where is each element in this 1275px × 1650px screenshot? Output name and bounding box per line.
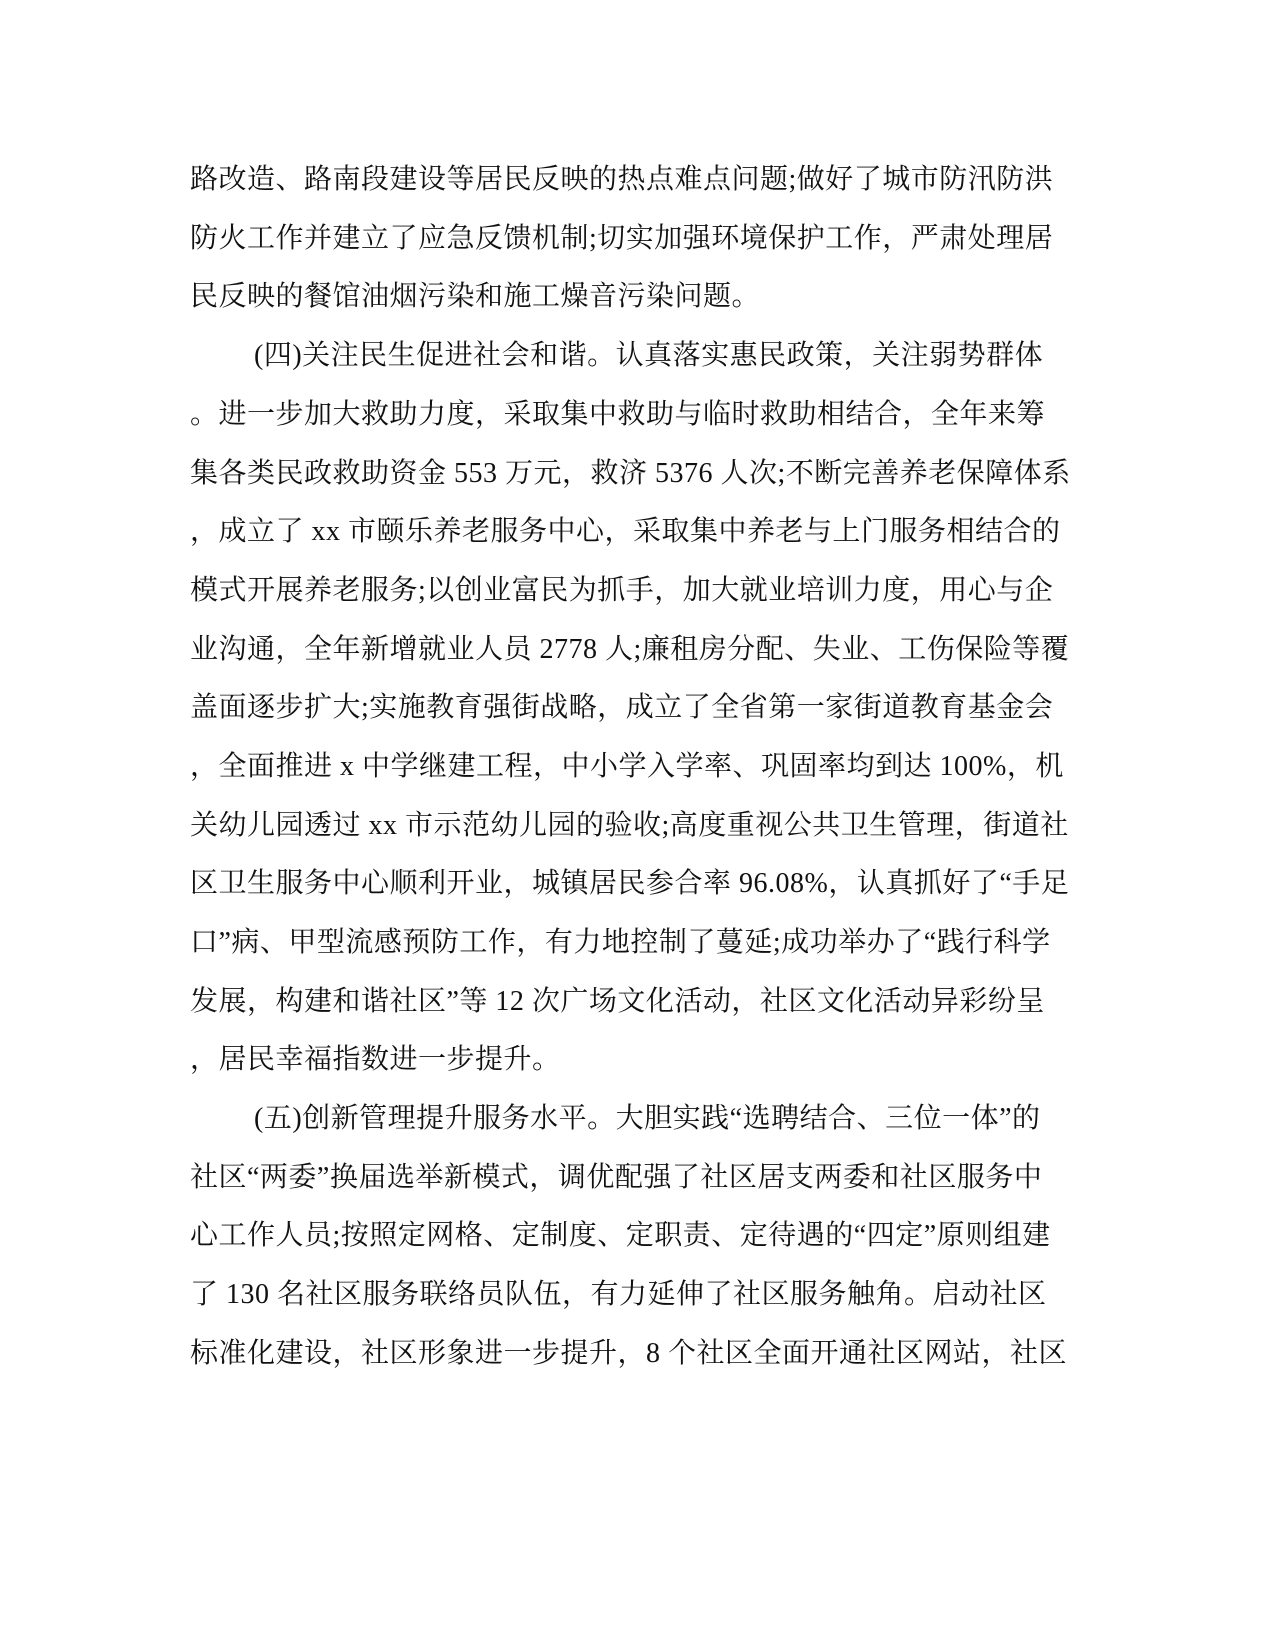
text-line: 标准化建设，社区形象进一步提升，8 个社区全面开通社区网站，社区 <box>190 1338 1068 1369</box>
text-line: 模式开展养老服务;以创业富民为抓手，加大就业培训力度，用心与企 <box>190 575 1054 606</box>
text-line: 关幼儿园透过 xx 市示范幼儿园的验收;高度重视公共卫生管理，街道社 <box>190 810 1069 841</box>
text-line: ，全面推进 x 中学继建工程，中小学入学率、巩固率均到达 100%，机 <box>190 751 1064 782</box>
text-line: 发展，构建和谐社区”等 12 次广场文化活动，社区文化活动异彩纷呈 <box>190 986 1045 1017</box>
paragraph-heading-4: (四)关注民生促进社会和谐。认真落实惠民政策，关注弱势群体 <box>254 340 1044 371</box>
text-line: 区卫生服务中心顺利开业，城镇居民参合率 96.08%，认真抓好了“手足 <box>190 868 1070 899</box>
text-line: 社区“两委”换届选举新模式，调优配强了社区居支两委和社区服务中 <box>190 1162 1043 1193</box>
text-line: 盖面逐步扩大;实施教育强街战略，成立了全省第一家街道教育基金会 <box>190 692 1054 723</box>
text-line: 防火工作并建立了应急反馈机制;切实加强环境保护工作，严肃处理居 <box>190 223 1054 254</box>
text-line: 路改造、路南段建设等居民反映的热点难点问题;做好了城市防汛防洪 <box>190 164 1054 195</box>
text-line: 口”病、甲型流感预防工作，有力地控制了蔓延;成功举办了“践行科学 <box>190 927 1051 958</box>
text-line: 。进一步加大救助力度，采取集中救助与临时救助相结合，全年来筹 <box>190 399 1046 430</box>
text-line: 了 130 名社区服务联络员队伍，有力延伸了社区服务触角。启动社区 <box>190 1279 1047 1310</box>
text-line: 业沟通，全年新增就业人员 2778 人;廉租房分配、失业、工伤保险等覆 <box>190 634 1070 665</box>
text-line: ，成立了 xx 市颐乐养老服务中心，采取集中养老与上门服务相结合的 <box>190 516 1061 547</box>
text-line: 民反映的餐馆油烟污染和施工燥音污染问题。 <box>190 281 761 312</box>
paragraph-heading-5: (五)创新管理提升服务水平。大胆实践“选聘结合、三位一体”的 <box>254 1103 1041 1134</box>
text-line: 心工作人员;按照定网格、定制度、定职责、定待遇的“四定”原则组建 <box>190 1220 1051 1251</box>
text-line: ，居民幸福指数进一步提升。 <box>190 1044 561 1075</box>
text-line: 集各类民政救助资金 553 万元，救济 5376 人次;不断完善养老保障体系 <box>190 458 1071 489</box>
